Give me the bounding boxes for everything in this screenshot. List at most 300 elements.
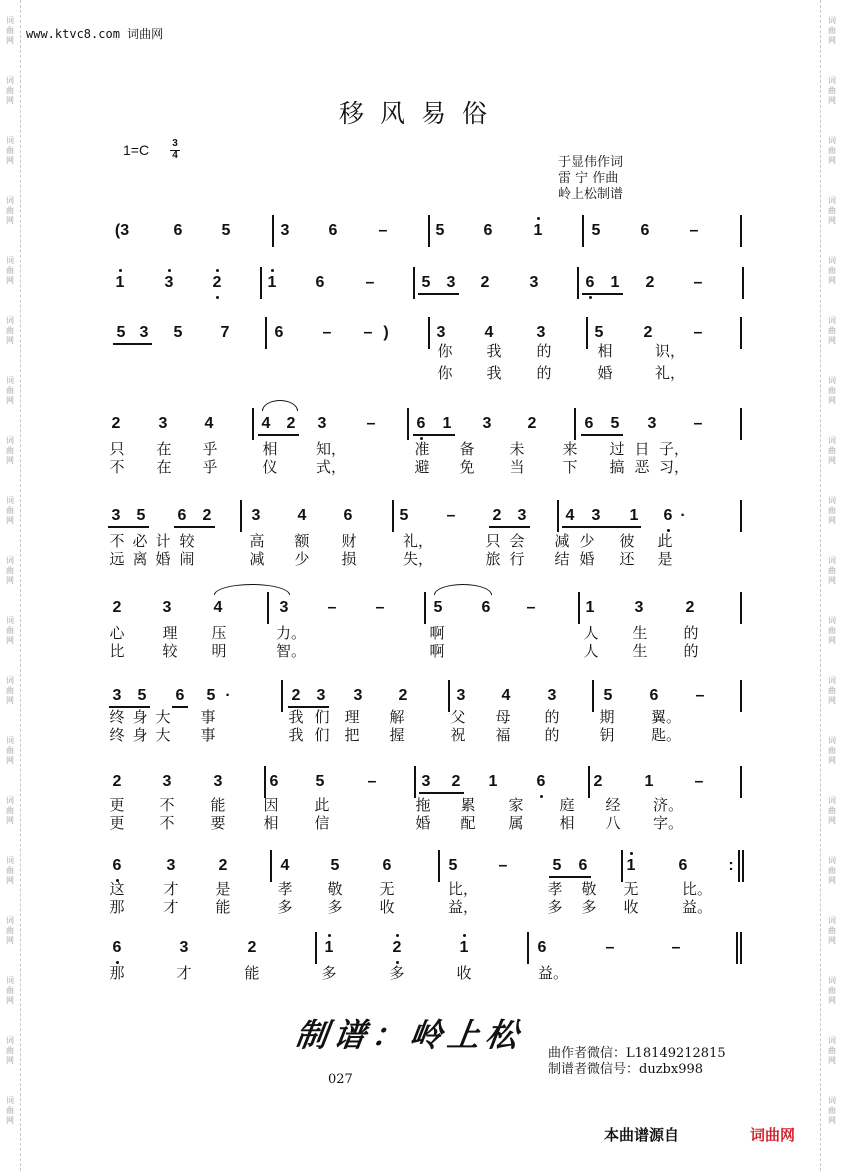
watermark-char: 网 xyxy=(828,996,836,1005)
note: – xyxy=(694,773,704,790)
note: · xyxy=(680,507,686,524)
watermark-char: 曲 xyxy=(6,506,14,515)
lyric-char: 减 xyxy=(249,550,265,568)
note: 3 xyxy=(634,599,644,616)
note: 6 xyxy=(343,507,353,524)
watermark-char: 网 xyxy=(6,816,14,825)
watermark-char: 网 xyxy=(828,696,836,705)
note: 3 xyxy=(213,773,223,790)
note: 5 xyxy=(315,773,325,790)
barline xyxy=(272,215,274,247)
lyric-char: 祝 xyxy=(450,726,466,744)
lyric-char: 信 xyxy=(314,814,330,832)
note: 2 xyxy=(112,773,122,790)
watermark-char: 词 xyxy=(6,196,14,205)
watermark-char: 曲 xyxy=(828,746,836,755)
lyric-char: 相 xyxy=(262,440,278,458)
watermark-char: 网 xyxy=(6,36,14,45)
lyric-char: 终 xyxy=(109,708,125,726)
lyric-char: 八 xyxy=(605,814,621,832)
lyric-char: 大 xyxy=(155,708,171,726)
watermark-char: 曲 xyxy=(828,1106,836,1115)
watermark-char: 词 xyxy=(828,196,836,205)
time-signature-top: 3 xyxy=(172,138,178,149)
lyric-char: 备 xyxy=(459,440,475,458)
watermark-char: 词 xyxy=(6,436,14,445)
octave-dot-above xyxy=(271,269,274,272)
watermark-char: 词 xyxy=(6,976,14,985)
lyric-char: 多 xyxy=(547,898,563,916)
lyric-char: 的 xyxy=(683,642,699,660)
watermark-block xyxy=(6,1096,14,1140)
lyric-char: 比 xyxy=(109,642,125,660)
watermark-char: 词 xyxy=(828,76,836,85)
right-border-line xyxy=(820,0,821,1171)
watermark-block xyxy=(828,196,836,240)
source-site-link[interactable]: 词曲网 xyxy=(750,1127,796,1144)
left-watermark-column xyxy=(1,0,19,1171)
watermark-char: 曲 xyxy=(6,926,14,935)
lyric-char: 济。 xyxy=(653,796,684,814)
note: 5 xyxy=(206,687,216,704)
lyric-char: 还 xyxy=(619,550,635,568)
watermark-block xyxy=(828,136,836,180)
watermark-char: 曲 xyxy=(828,506,836,515)
note: 2 xyxy=(202,507,212,524)
watermark-block xyxy=(6,856,14,900)
watermark-char: 网 xyxy=(828,276,836,285)
watermark-char: 词 xyxy=(6,136,14,145)
lyric-char: 的 xyxy=(544,726,560,744)
note: 1 xyxy=(115,274,125,291)
lyric-char: 身 xyxy=(132,708,148,726)
lyric-char: 减 xyxy=(554,532,570,550)
lyric-char: 在 xyxy=(156,440,172,458)
note: 5 xyxy=(421,274,431,291)
lyric-char: 益。 xyxy=(682,898,713,916)
note: 1 xyxy=(442,415,452,432)
beam-underline xyxy=(174,526,215,528)
lyric-char: 结 xyxy=(554,550,570,568)
watermark-char: 网 xyxy=(6,216,14,225)
note: 3 xyxy=(647,415,657,432)
watermark-block xyxy=(828,496,836,540)
lyric-char: 仪 xyxy=(262,458,278,476)
lyric-char: 必 xyxy=(132,532,148,550)
note: 2 xyxy=(392,939,402,956)
note: 2 xyxy=(218,857,228,874)
lyric-char: 较 xyxy=(179,532,195,550)
lyric-char: 才 xyxy=(163,898,179,916)
note: 1 xyxy=(626,857,636,874)
lyric-char: 比， xyxy=(448,880,479,898)
barline xyxy=(407,408,409,440)
site-label[interactable]: www.ktvc8.com 词曲网 xyxy=(26,27,164,41)
watermark-char: 曲 xyxy=(6,806,14,815)
watermark-char: 曲 xyxy=(828,926,836,935)
note: 5 xyxy=(448,857,458,874)
barline xyxy=(736,932,738,964)
lyric-char: 远 xyxy=(109,550,125,568)
note: 3 xyxy=(316,687,326,704)
beam-underline xyxy=(258,434,299,436)
lyric-char: 的 xyxy=(536,342,552,360)
watermark-block xyxy=(828,856,836,900)
octave-dot-above xyxy=(168,269,171,272)
watermark-char: 网 xyxy=(6,276,14,285)
watermark-char: 词 xyxy=(828,1096,836,1105)
watermark-block xyxy=(6,316,14,360)
watermark-char: 词 xyxy=(6,16,14,25)
lyric-char: 能 xyxy=(210,796,226,814)
barline xyxy=(621,850,623,882)
watermark-char: 网 xyxy=(828,156,836,165)
lyric-char: 婚 xyxy=(415,814,431,832)
lyric-char: 礼， xyxy=(655,364,686,382)
watermark-block xyxy=(828,1096,836,1140)
watermark-block xyxy=(828,1036,836,1080)
note: 1 xyxy=(533,222,543,239)
barline xyxy=(740,408,742,440)
watermark-char: 网 xyxy=(828,456,836,465)
barline xyxy=(586,317,588,349)
lyric-char: 我 xyxy=(486,364,502,382)
lyric-char: 知， xyxy=(316,440,347,458)
note: 5 xyxy=(399,507,409,524)
note: 4 xyxy=(213,599,223,616)
barline xyxy=(270,850,272,882)
watermark-char: 词 xyxy=(828,136,836,145)
octave-dot-above xyxy=(216,269,219,272)
note: 5 xyxy=(137,687,147,704)
watermark-char: 曲 xyxy=(6,1106,14,1115)
lyric-char: 的 xyxy=(683,624,699,642)
left-border-line xyxy=(20,0,21,1171)
octave-dot-above xyxy=(630,852,633,855)
watermark-block xyxy=(6,736,14,780)
watermark-block xyxy=(6,976,14,1020)
lyric-char: 你 xyxy=(437,342,453,360)
note: 3 xyxy=(166,857,176,874)
note: 6 xyxy=(536,773,546,790)
lyric-char: 解 xyxy=(389,708,405,726)
watermark-char: 词 xyxy=(6,1036,14,1045)
lyric-char: 生 xyxy=(632,624,648,642)
note: 3 xyxy=(446,274,456,291)
watermark-char: 网 xyxy=(6,576,14,585)
watermark-char: 词 xyxy=(828,736,836,745)
key-signature: 1=C xyxy=(123,142,150,158)
note: 1 xyxy=(459,939,469,956)
lyric-char: 不 xyxy=(109,532,125,550)
lyric-char: 彼 xyxy=(619,532,635,550)
lyric-char: 们 xyxy=(314,726,330,744)
note: 6 xyxy=(663,507,673,524)
watermark-block xyxy=(6,16,14,60)
lyric-char: 压 xyxy=(211,624,227,642)
watermark-char: 曲 xyxy=(828,686,836,695)
note: 3 xyxy=(353,687,363,704)
watermark-char: 曲 xyxy=(6,686,14,695)
barline xyxy=(264,766,266,798)
watermark-char: 词 xyxy=(828,376,836,385)
barline xyxy=(527,932,529,964)
beam-underline xyxy=(581,434,623,436)
watermark-char: 曲 xyxy=(828,986,836,995)
lyric-char: 家 xyxy=(508,796,524,814)
watermark-block xyxy=(6,916,14,960)
note: – xyxy=(446,507,456,524)
note: 3 xyxy=(162,599,172,616)
lyric-char: 收 xyxy=(623,898,639,916)
lyric-char: 属 xyxy=(508,814,524,832)
note: 3 xyxy=(164,274,174,291)
note: 6 xyxy=(112,857,122,874)
note: 1 xyxy=(610,274,620,291)
barline xyxy=(424,592,426,624)
note: 2 xyxy=(212,274,222,291)
watermark-char: 网 xyxy=(828,96,836,105)
lyric-char: 理 xyxy=(344,708,360,726)
watermark-block xyxy=(828,436,836,480)
watermark-char: 曲 xyxy=(828,206,836,215)
barline xyxy=(740,592,742,624)
lyric-char: 闹 xyxy=(179,550,195,568)
note: 3 xyxy=(111,507,121,524)
watermark-char: 曲 xyxy=(6,326,14,335)
lyric-char: 配 xyxy=(460,814,476,832)
beam-underline xyxy=(108,526,149,528)
note: 6 xyxy=(578,857,588,874)
watermark-char: 网 xyxy=(6,1056,14,1065)
note: 1 xyxy=(324,939,334,956)
lyric-char: 能 xyxy=(215,898,231,916)
barline xyxy=(740,500,742,532)
note: 1 xyxy=(488,773,498,790)
note: 1 xyxy=(629,507,639,524)
lyric-char: 我 xyxy=(288,726,304,744)
lyric-char: 只 xyxy=(485,532,501,550)
note: – xyxy=(498,857,508,874)
watermark-block xyxy=(6,556,14,600)
lyric-char: 额 xyxy=(294,532,310,550)
watermark-char: 词 xyxy=(828,1036,836,1045)
lyric-char: 子， xyxy=(659,440,690,458)
lyric-char: 来 xyxy=(562,440,578,458)
barline xyxy=(574,408,576,440)
note: 4 xyxy=(565,507,575,524)
barline xyxy=(740,215,742,247)
arranger-wechat: 制谱者微信号：duzbx998 xyxy=(548,1062,704,1077)
watermark-char: 曲 xyxy=(828,806,836,815)
note: 5 xyxy=(330,857,340,874)
paren-close: ) xyxy=(383,324,389,341)
lyric-char: 字。 xyxy=(653,814,684,832)
lyric-char: 父 xyxy=(450,708,466,726)
time-signature-bottom: 4 xyxy=(172,150,178,161)
note: 5 xyxy=(552,857,562,874)
barline xyxy=(428,317,430,349)
watermark-char: 词 xyxy=(828,616,836,625)
lyric-char: 习， xyxy=(659,458,690,476)
arranger-signature: 制谱：岭上松 xyxy=(293,1016,527,1054)
watermark-char: 网 xyxy=(6,996,14,1005)
watermark-char: 曲 xyxy=(828,266,836,275)
lyric-char: 生 xyxy=(632,642,648,660)
note: 3 xyxy=(529,274,539,291)
barline xyxy=(577,267,579,299)
lyric-char: 只 xyxy=(109,440,125,458)
watermark-block xyxy=(6,676,14,720)
barline xyxy=(252,408,254,440)
note: 3 xyxy=(279,599,289,616)
lyric-char: 乎 xyxy=(202,458,218,476)
note: 3 xyxy=(517,507,527,524)
lyric-char: 啊 xyxy=(429,642,445,660)
lyric-char: 母 xyxy=(495,708,511,726)
barline xyxy=(240,500,242,532)
note: 6 xyxy=(328,222,338,239)
octave-dot-above xyxy=(396,934,399,937)
lyric-char: 下 xyxy=(562,458,578,476)
barline xyxy=(742,850,744,882)
watermark-char: 曲 xyxy=(6,986,14,995)
octave-dot-below xyxy=(540,795,543,798)
watermark-char: 网 xyxy=(828,1056,836,1065)
lyric-char: 识， xyxy=(655,342,686,360)
watermark-char: 网 xyxy=(828,576,836,585)
watermark-block xyxy=(828,916,836,960)
watermark-char: 曲 xyxy=(6,446,14,455)
note: 5 xyxy=(591,222,601,239)
watermark-char: 网 xyxy=(828,816,836,825)
lyric-char: 你 xyxy=(437,364,453,382)
note: 2 xyxy=(492,507,502,524)
lyric-char: 这 xyxy=(109,880,125,898)
watermark-block xyxy=(6,436,14,480)
note: 1 xyxy=(585,599,595,616)
note: 3 xyxy=(456,687,466,704)
watermark-char: 词 xyxy=(6,736,14,745)
lyric-char: 心 xyxy=(109,624,125,642)
lyric-char: 婚 xyxy=(579,550,595,568)
watermark-char: 词 xyxy=(6,256,14,265)
watermark-char: 网 xyxy=(828,336,836,345)
lyric-char: 当 xyxy=(509,458,525,476)
note: 3 xyxy=(158,415,168,432)
lyric-char: 翼。 xyxy=(651,708,682,726)
note: 6 xyxy=(315,274,325,291)
note: 6 xyxy=(382,857,392,874)
watermark-char: 网 xyxy=(828,936,836,945)
barline xyxy=(557,500,559,532)
beam-underline xyxy=(582,293,623,295)
note: 5 xyxy=(435,222,445,239)
note: 6 xyxy=(483,222,493,239)
note: 6 xyxy=(177,507,187,524)
note: 5 xyxy=(173,324,183,341)
lyric-char: 事 xyxy=(200,726,216,744)
lyric-char: 免 xyxy=(459,458,475,476)
note: 3 xyxy=(112,687,122,704)
watermark-block xyxy=(6,196,14,240)
lyric-char: 是 xyxy=(657,550,673,568)
note: 2 xyxy=(247,939,257,956)
note: 6 xyxy=(649,687,659,704)
lyric-char: 的 xyxy=(536,364,552,382)
lyric-char: 累 xyxy=(460,796,476,814)
lyric-char: 无 xyxy=(379,880,395,898)
watermark-char: 曲 xyxy=(828,26,836,35)
lyric-char: 过 xyxy=(609,440,625,458)
lyric-char: 收 xyxy=(379,898,395,916)
watermark-char: 网 xyxy=(6,756,14,765)
note: 4 xyxy=(280,857,290,874)
lyric-char: 身 xyxy=(132,726,148,744)
slur-arc xyxy=(434,584,492,595)
source-label: 本曲谱源自 xyxy=(604,1127,680,1144)
lyric-char: 那 xyxy=(109,964,125,982)
lyric-char: 不 xyxy=(109,458,125,476)
barline xyxy=(740,680,742,712)
note: 6 xyxy=(537,939,547,956)
lyric-char: 旅 xyxy=(485,550,501,568)
lyric-char: 我 xyxy=(486,342,502,360)
octave-dot-above xyxy=(537,217,540,220)
watermark-char: 网 xyxy=(6,516,14,525)
note: – xyxy=(375,599,385,616)
watermark-block xyxy=(828,976,836,1020)
watermark-char: 网 xyxy=(828,876,836,885)
watermark-char: 曲 xyxy=(828,626,836,635)
note: 3 xyxy=(421,773,431,790)
watermark-char: 词 xyxy=(828,316,836,325)
note: – xyxy=(526,599,536,616)
octave-dot-below xyxy=(589,296,592,299)
lyric-char: 人 xyxy=(583,642,599,660)
watermark-char: 网 xyxy=(6,156,14,165)
watermark-block xyxy=(6,376,14,420)
watermark-block xyxy=(6,496,14,540)
note: – xyxy=(322,324,332,341)
slur-arc xyxy=(262,400,298,411)
lyric-char: 恶 xyxy=(634,458,650,476)
lyric-char: 无 xyxy=(623,880,639,898)
lyric-char: 会 xyxy=(509,532,525,550)
barline xyxy=(414,766,416,798)
lyric-char: 多 xyxy=(277,898,293,916)
note: 6 xyxy=(416,415,426,432)
watermark-char: 词 xyxy=(6,616,14,625)
watermark-char: 词 xyxy=(6,76,14,85)
note: 2 xyxy=(685,599,695,616)
watermark-char: 网 xyxy=(6,456,14,465)
lyric-char: 力。 xyxy=(276,624,307,642)
right-watermark-column xyxy=(823,0,841,1171)
song-credits xyxy=(558,155,623,203)
lyric-char: 相 xyxy=(263,814,279,832)
watermark-char: 网 xyxy=(828,756,836,765)
watermark-char: 词 xyxy=(6,796,14,805)
lyric-char: 理 xyxy=(162,624,178,642)
watermark-char: 网 xyxy=(828,636,836,645)
note: – xyxy=(367,773,377,790)
watermark-char: 曲 xyxy=(828,1046,836,1055)
note: 5 xyxy=(594,324,604,341)
watermark-char: 曲 xyxy=(6,86,14,95)
note: 5 xyxy=(610,415,620,432)
barline xyxy=(267,592,269,624)
